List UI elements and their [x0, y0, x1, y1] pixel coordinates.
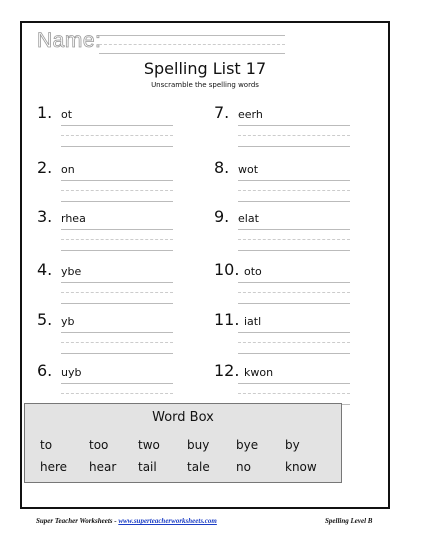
- name-field: [37, 29, 287, 55]
- answer-lines: [238, 180, 350, 202]
- item-number: 6.: [37, 361, 53, 380]
- word-box-word: know: [285, 460, 317, 474]
- scrambled-word: kwon: [244, 366, 274, 379]
- word-box-word: here: [40, 460, 68, 474]
- answer-lines: [238, 383, 350, 405]
- footer-credit-text: Super Teacher Worksheets -: [36, 517, 119, 525]
- spelling-item-5: [37, 310, 187, 358]
- answer-lines: [61, 383, 173, 405]
- answer-lines: [61, 180, 173, 202]
- item-number: 11.: [214, 310, 240, 329]
- scrambled-word: uyb: [61, 366, 82, 379]
- item-number: 3.: [37, 207, 53, 226]
- word-box-word: bye: [236, 438, 259, 452]
- spelling-item-8: [214, 158, 364, 206]
- footer-level: Spelling Level B: [325, 517, 373, 525]
- scrambled-word: iatl: [244, 315, 262, 328]
- spelling-item-1: [37, 103, 187, 151]
- item-number: 10.: [214, 260, 240, 279]
- scrambled-word: ot: [61, 108, 73, 121]
- answer-lines: [238, 229, 350, 251]
- spelling-item-2: [37, 158, 187, 206]
- scrambled-word: rhea: [61, 212, 86, 225]
- word-box-word: tail: [138, 460, 157, 474]
- name-writing-lines: [99, 35, 285, 54]
- scrambled-word: eerh: [238, 108, 263, 121]
- footer-credit: [36, 517, 217, 525]
- item-number: 1.: [37, 103, 53, 122]
- word-box-title: Word Box: [152, 410, 214, 425]
- word-box-word: too: [89, 438, 109, 452]
- item-number: 7.: [214, 103, 230, 122]
- spelling-item-3: [37, 207, 187, 255]
- spelling-item-6: [37, 361, 187, 409]
- item-number: 9.: [214, 207, 230, 226]
- spelling-item-9: [214, 207, 364, 255]
- answer-lines: [61, 332, 173, 354]
- item-number: 8.: [214, 158, 230, 177]
- answer-lines: [238, 282, 350, 304]
- word-box-word: two: [138, 438, 160, 452]
- scrambled-word: ybe: [61, 265, 82, 278]
- spelling-item-12: [214, 361, 364, 409]
- item-number: 12.: [214, 361, 240, 380]
- item-number: 2.: [37, 158, 53, 177]
- answer-lines: [61, 229, 173, 251]
- scrambled-word: on: [61, 163, 75, 176]
- spelling-item-10: [214, 260, 364, 308]
- answer-lines: [238, 332, 350, 354]
- scrambled-word: elat: [238, 212, 259, 225]
- scrambled-word: oto: [244, 265, 262, 278]
- word-box-word: hear: [89, 460, 117, 474]
- page-title: Spelling List 17: [143, 59, 267, 78]
- answer-lines: [61, 282, 173, 304]
- spelling-item-4: [37, 260, 187, 308]
- word-box-word: by: [285, 438, 300, 452]
- word-box-word: tale: [187, 460, 210, 474]
- scrambled-word: wot: [238, 163, 259, 176]
- spelling-item-11: [214, 310, 364, 358]
- scrambled-word: yb: [61, 315, 75, 328]
- word-box-word: buy: [187, 438, 210, 452]
- word-box-word: to: [40, 438, 53, 452]
- answer-lines: [238, 125, 350, 147]
- footer-website-link[interactable]: www.superteacherworksheets.com: [118, 517, 217, 525]
- page-subtitle: Unscramble the spelling words: [151, 81, 259, 89]
- answer-lines: [61, 125, 173, 147]
- spelling-item-7: [214, 103, 364, 151]
- word-box-word: no: [236, 460, 251, 474]
- name-label: Name:: [37, 29, 102, 52]
- word-box: [24, 403, 342, 483]
- item-number: 4.: [37, 260, 53, 279]
- item-number: 5.: [37, 310, 53, 329]
